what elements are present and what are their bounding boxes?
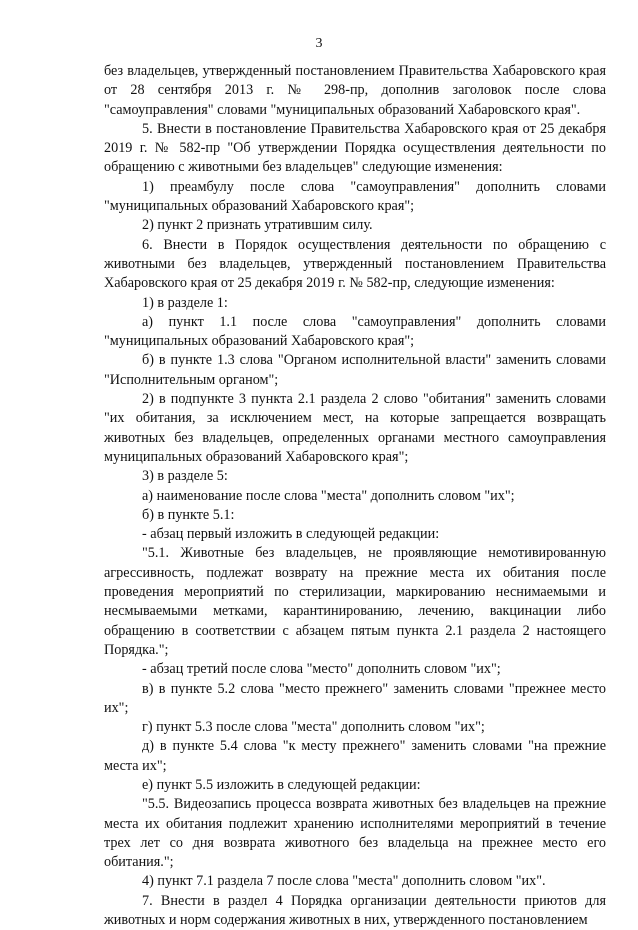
paragraph: 2) в подпункте 3 пункта 2.1 раздела 2 слово "обитания" заменить словами "их обитания, за исключением мест, на которые запрещается возвращать животных без владельцев, определенных органами местного самоуправления муниципальных образований Хабаровского края"; [104, 391, 606, 465]
paragraph: 5. Внести в постановление Правительства Хабаровского края от 25 декабря 2019 г. № 582-пр "Об утверждении Порядка осуществления деятельности по обращению с животными без владельцев" следующие изменения: [104, 120, 606, 176]
paragraph: "5.1. Животные без владельцев, не проявляющие немотивированную агрессивность, подлежат возврату на прежние места их обитания после проведения мероприятий по стерилизации, маркированию неснимаемыми и несмываемыми метками, карантинированию, лечению, вакцинации либо обращению в соответствии с абзацем пятым пункта 2.1 раздела 2 настоящего Порядка."; [104, 545, 606, 658]
paragraph: в) в пункте 5.2 слова "место прежнего" заменить словами "прежнее место их"; [104, 680, 606, 716]
document-body [104, 62, 606, 930]
paragraph: д) в пункте 5.4 слова "к месту прежнего" заменить словами "на прежние места их"; [104, 738, 606, 774]
paragraph: 2) пункт 2 признать утратившим силу. [142, 217, 373, 234]
paragraph: 7. Внести в раздел 4 Порядка организации деятельности приютов для животных и норм содержания животных в них, утвержденного постановлением [104, 892, 606, 929]
paragraph: 1) в разделе 1: [142, 294, 228, 311]
paragraph: - абзац третий после слова "место" дополнить словом "их"; [142, 661, 501, 678]
paragraph: 3) в разделе 5: [142, 468, 228, 485]
paragraph: а) наименование после слова "места" дополнить словом "их"; [142, 487, 515, 504]
page-number: 3 [315, 36, 323, 51]
paragraph: а) пункт 1.1 после слова "самоуправления" дополнить словами "муниципальных образований Хабаровского края"; [104, 313, 606, 350]
paragraph: б) в пункте 1.3 слова "Органом исполнительной власти" заменить словами "Исполнительным органом"; [104, 352, 606, 388]
paragraph: - абзац первый изложить в следующей редакции: [142, 526, 440, 543]
paragraph: 6. Внести в Порядок осуществления деятельности по обращению с животными без владельцев, утвержденный постановлением Правительства Хабаровского края от 25 декабря 2019 г. № 582-пр, следующие изменения: [104, 236, 606, 292]
paragraph: б) в пункте 5.1: [142, 506, 235, 523]
paragraph: "5.5. Видеозапись процесса возврата животных без владельцев на прежние места их обитания подлежит хранению исполнителями мероприятий в течение трех лет со дня возврата животного без владельца на прежнее место его обитания."; [104, 796, 606, 871]
paragraph: 1) преамбулу после слова "самоуправления" дополнить словами "муниципальных образований Хабаровского края"; [104, 178, 606, 215]
paragraph: без владельцев, утвержденный постановлением Правительства Хабаровского края от 28 сентября 2013 г. № 298-пр, дополнив заголовок после слова "самоуправления" словами "муниципальных образований Хабаровского края". [104, 63, 606, 118]
paragraph: 4) пункт 7.1 раздела 7 после слова "места" дополнить словом "их". [142, 873, 546, 890]
paragraph: г) пункт 5.3 после слова "места" дополнить словом "их"; [142, 719, 485, 736]
paragraph: е) пункт 5.5 изложить в следующей редакции: [142, 776, 421, 793]
